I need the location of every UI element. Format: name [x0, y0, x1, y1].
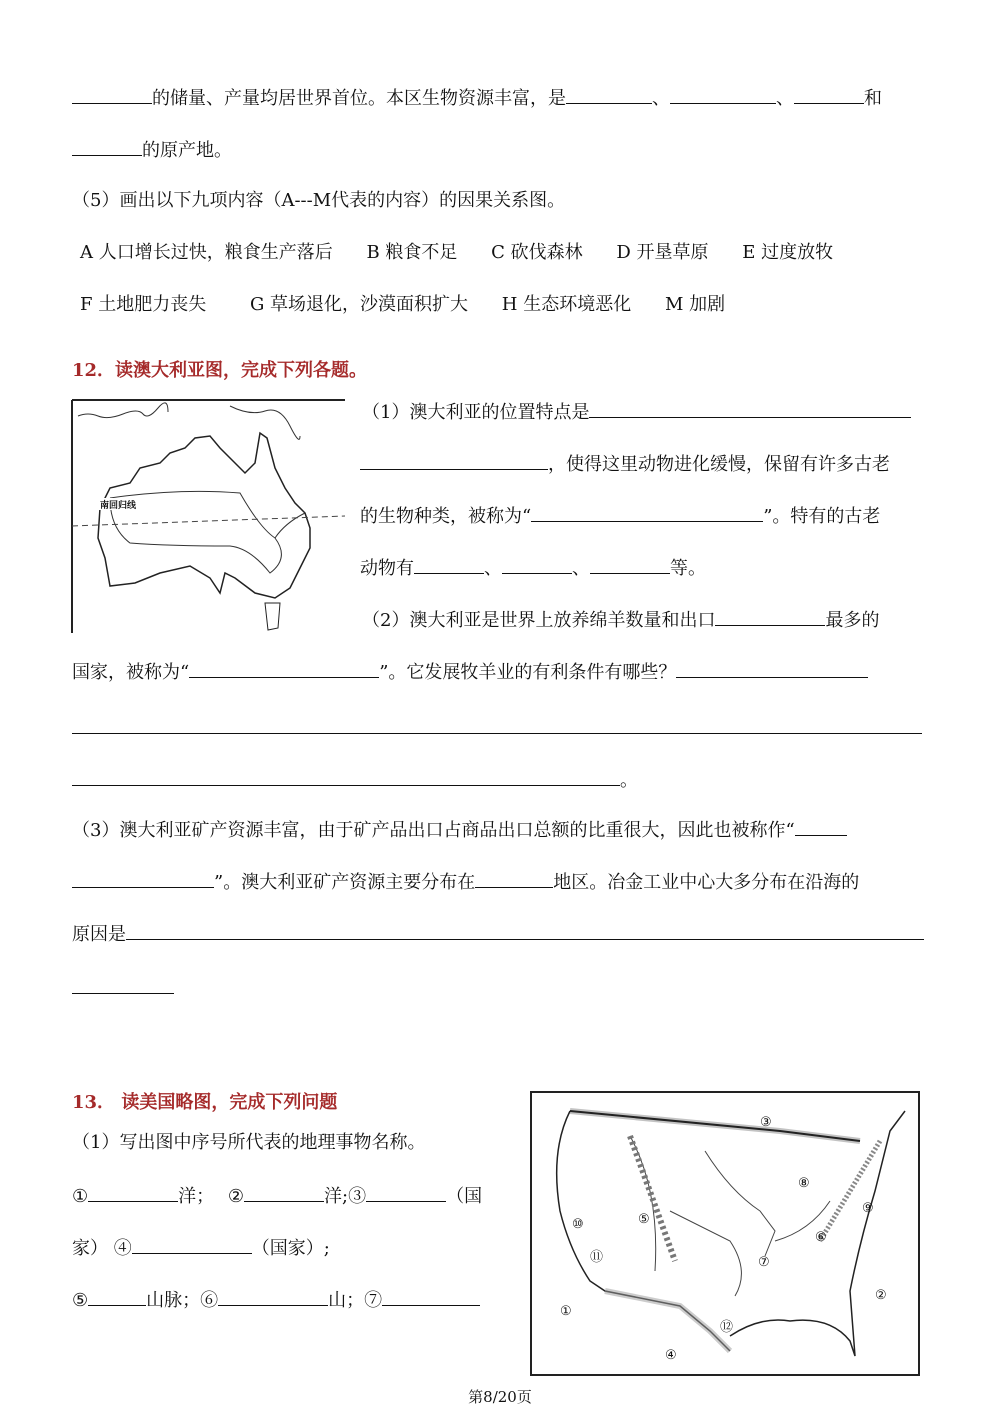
answer-rule[interactable]: [72, 733, 922, 734]
text: ”。澳大利亚矿产资源主要分布在: [214, 872, 476, 893]
answer-blank[interactable]: [189, 659, 379, 678]
answer-blank[interactable]: [72, 869, 214, 888]
answer-rule[interactable]: [72, 993, 174, 994]
answer-blank[interactable]: [88, 1287, 146, 1306]
map-label-1: ①: [560, 1304, 572, 1319]
text: ⑤: [72, 1290, 89, 1311]
q13-row1: [72, 1183, 482, 1209]
text: ”。它发展牧羊业的有利条件有哪些？: [379, 662, 677, 683]
item-m: M 加剧: [664, 294, 726, 315]
item-e: E 过度放牧: [742, 242, 834, 263]
item-c: C 砍伐森林: [491, 242, 583, 263]
q11-line2: [72, 137, 232, 163]
text: ”。特有的古老: [763, 506, 881, 527]
map-label-7: ⑦: [758, 1255, 770, 1270]
item-b: B 粮食不足: [366, 242, 458, 263]
text: 。: [620, 770, 638, 791]
answer-blank[interactable]: [676, 659, 868, 678]
q12-p3-line1: [72, 817, 847, 843]
answer-blank[interactable]: [366, 1183, 446, 1202]
answer-blank[interactable]: [794, 85, 864, 104]
item-a: A 人口增长过快，粮食生产落后: [80, 242, 333, 263]
text: （1）澳大利亚的位置特点是: [362, 402, 590, 423]
text: （国家）;: [251, 1238, 330, 1259]
text: （国: [446, 1186, 483, 1207]
part5-instruction: （5）画出以下九项内容（A---M代表的内容）的因果关系图。: [72, 190, 566, 211]
text: ①: [72, 1186, 89, 1207]
items-row1: [80, 241, 833, 265]
tropic-label: 南回归线: [100, 501, 137, 511]
text: 、: [776, 88, 794, 109]
answer-blank[interactable]: [795, 817, 847, 836]
answer-blank[interactable]: [502, 555, 572, 574]
q13-p1: （1）写出图中序号所代表的地理事物名称。: [72, 1132, 426, 1153]
text: （3）澳大利亚矿产资源丰富，由于矿产品出口占商品出口总额的比重很大，因此也被称作“: [72, 820, 795, 841]
q12-p1-line4: [360, 555, 706, 581]
text: 洋；: [178, 1186, 215, 1207]
item-g: G 草场退化，沙漠面积扩大: [249, 294, 469, 315]
text: 原因是: [72, 924, 126, 945]
answer-blank[interactable]: [414, 555, 484, 574]
q13-row2: [72, 1235, 330, 1261]
answer-blank[interactable]: [126, 921, 924, 940]
answer-blank[interactable]: [132, 1235, 252, 1254]
map-label-12: ⑫: [720, 1320, 734, 1335]
answer-blank[interactable]: [566, 85, 652, 104]
text: ②: [227, 1186, 245, 1207]
answer-blank[interactable]: [531, 503, 763, 522]
map-label-11: ⑪: [590, 1250, 604, 1265]
text: 、: [652, 88, 670, 109]
text: （2）澳大利亚是世界上放养绵羊数量和出口: [362, 610, 716, 631]
q12-p1-line3: [360, 503, 880, 529]
q12-p2-line2: [72, 659, 868, 685]
text: 、: [484, 558, 502, 579]
q12-p3-line2: [72, 869, 859, 895]
map-label-3: ③: [760, 1115, 772, 1130]
page-number: 第8/20页: [468, 1388, 532, 1406]
map-label-2: ②: [875, 1288, 887, 1303]
items-row2: [80, 293, 725, 317]
answer-blank[interactable]: [382, 1287, 480, 1306]
answer-blank[interactable]: [715, 607, 825, 626]
q13-heading: 13． 读美国略图，完成下列问题: [72, 1092, 338, 1113]
q13-row3: [72, 1287, 480, 1313]
text: 地区。冶金工业中心大多分布在沿海的: [553, 872, 860, 893]
item-f: F 土地肥力丧失: [80, 294, 207, 315]
item-h: H 生态环境恶化: [501, 294, 632, 315]
text: 国家，被称为“: [72, 662, 190, 683]
text: 最多的: [825, 610, 880, 631]
q12-p2-line4: [72, 767, 638, 793]
map-label-8: ⑧: [798, 1176, 810, 1191]
map-label-10: ⑩: [572, 1217, 584, 1232]
answer-blank[interactable]: [589, 399, 911, 418]
q12-p1-line2: [360, 451, 890, 477]
map-label-4: ④: [665, 1348, 677, 1363]
text: 的生物种类，被称为“: [360, 506, 532, 527]
answer-blank[interactable]: [88, 1183, 178, 1202]
text: 的原产地。: [142, 140, 232, 161]
text: ，使得这里动物进化缓慢，保留有许多古老: [548, 454, 890, 475]
text: 山；⑦: [328, 1290, 383, 1311]
q11-line1: [72, 85, 882, 111]
item-d: D 开垦草原: [616, 242, 709, 263]
text: 山脉；⑥: [146, 1290, 219, 1311]
map-label-9: ⑨: [862, 1201, 874, 1216]
usa-map: [530, 1091, 920, 1391]
text: 动物有: [360, 558, 414, 579]
answer-blank[interactable]: [72, 85, 152, 104]
map-label-6: ⑥: [815, 1230, 827, 1245]
text: 等。: [670, 558, 706, 579]
q12-heading: 12．读澳大利亚图，完成下列各题。: [72, 360, 368, 381]
text: 洋;③: [324, 1186, 367, 1207]
answer-blank[interactable]: [218, 1287, 328, 1306]
text: 和: [864, 88, 882, 109]
text: 的储量、产量均居世界首位。本区生物资源丰富，是: [152, 88, 566, 109]
map-label-5: ⑤: [638, 1212, 650, 1227]
text: ④: [113, 1238, 132, 1259]
answer-blank[interactable]: [360, 451, 548, 470]
answer-blank[interactable]: [72, 137, 142, 156]
answer-blank[interactable]: [590, 555, 670, 574]
q12-p3-line3: [72, 921, 924, 947]
answer-blank[interactable]: [244, 1183, 324, 1202]
australia-map: [70, 398, 345, 633]
answer-blank[interactable]: [475, 869, 553, 888]
text: 、: [572, 558, 590, 579]
answer-blank[interactable]: [670, 85, 776, 104]
answer-blank[interactable]: [72, 767, 620, 786]
q12-p2-line1: [362, 607, 879, 633]
text: 家）: [72, 1238, 108, 1259]
q12-p1-line1: [362, 399, 911, 425]
